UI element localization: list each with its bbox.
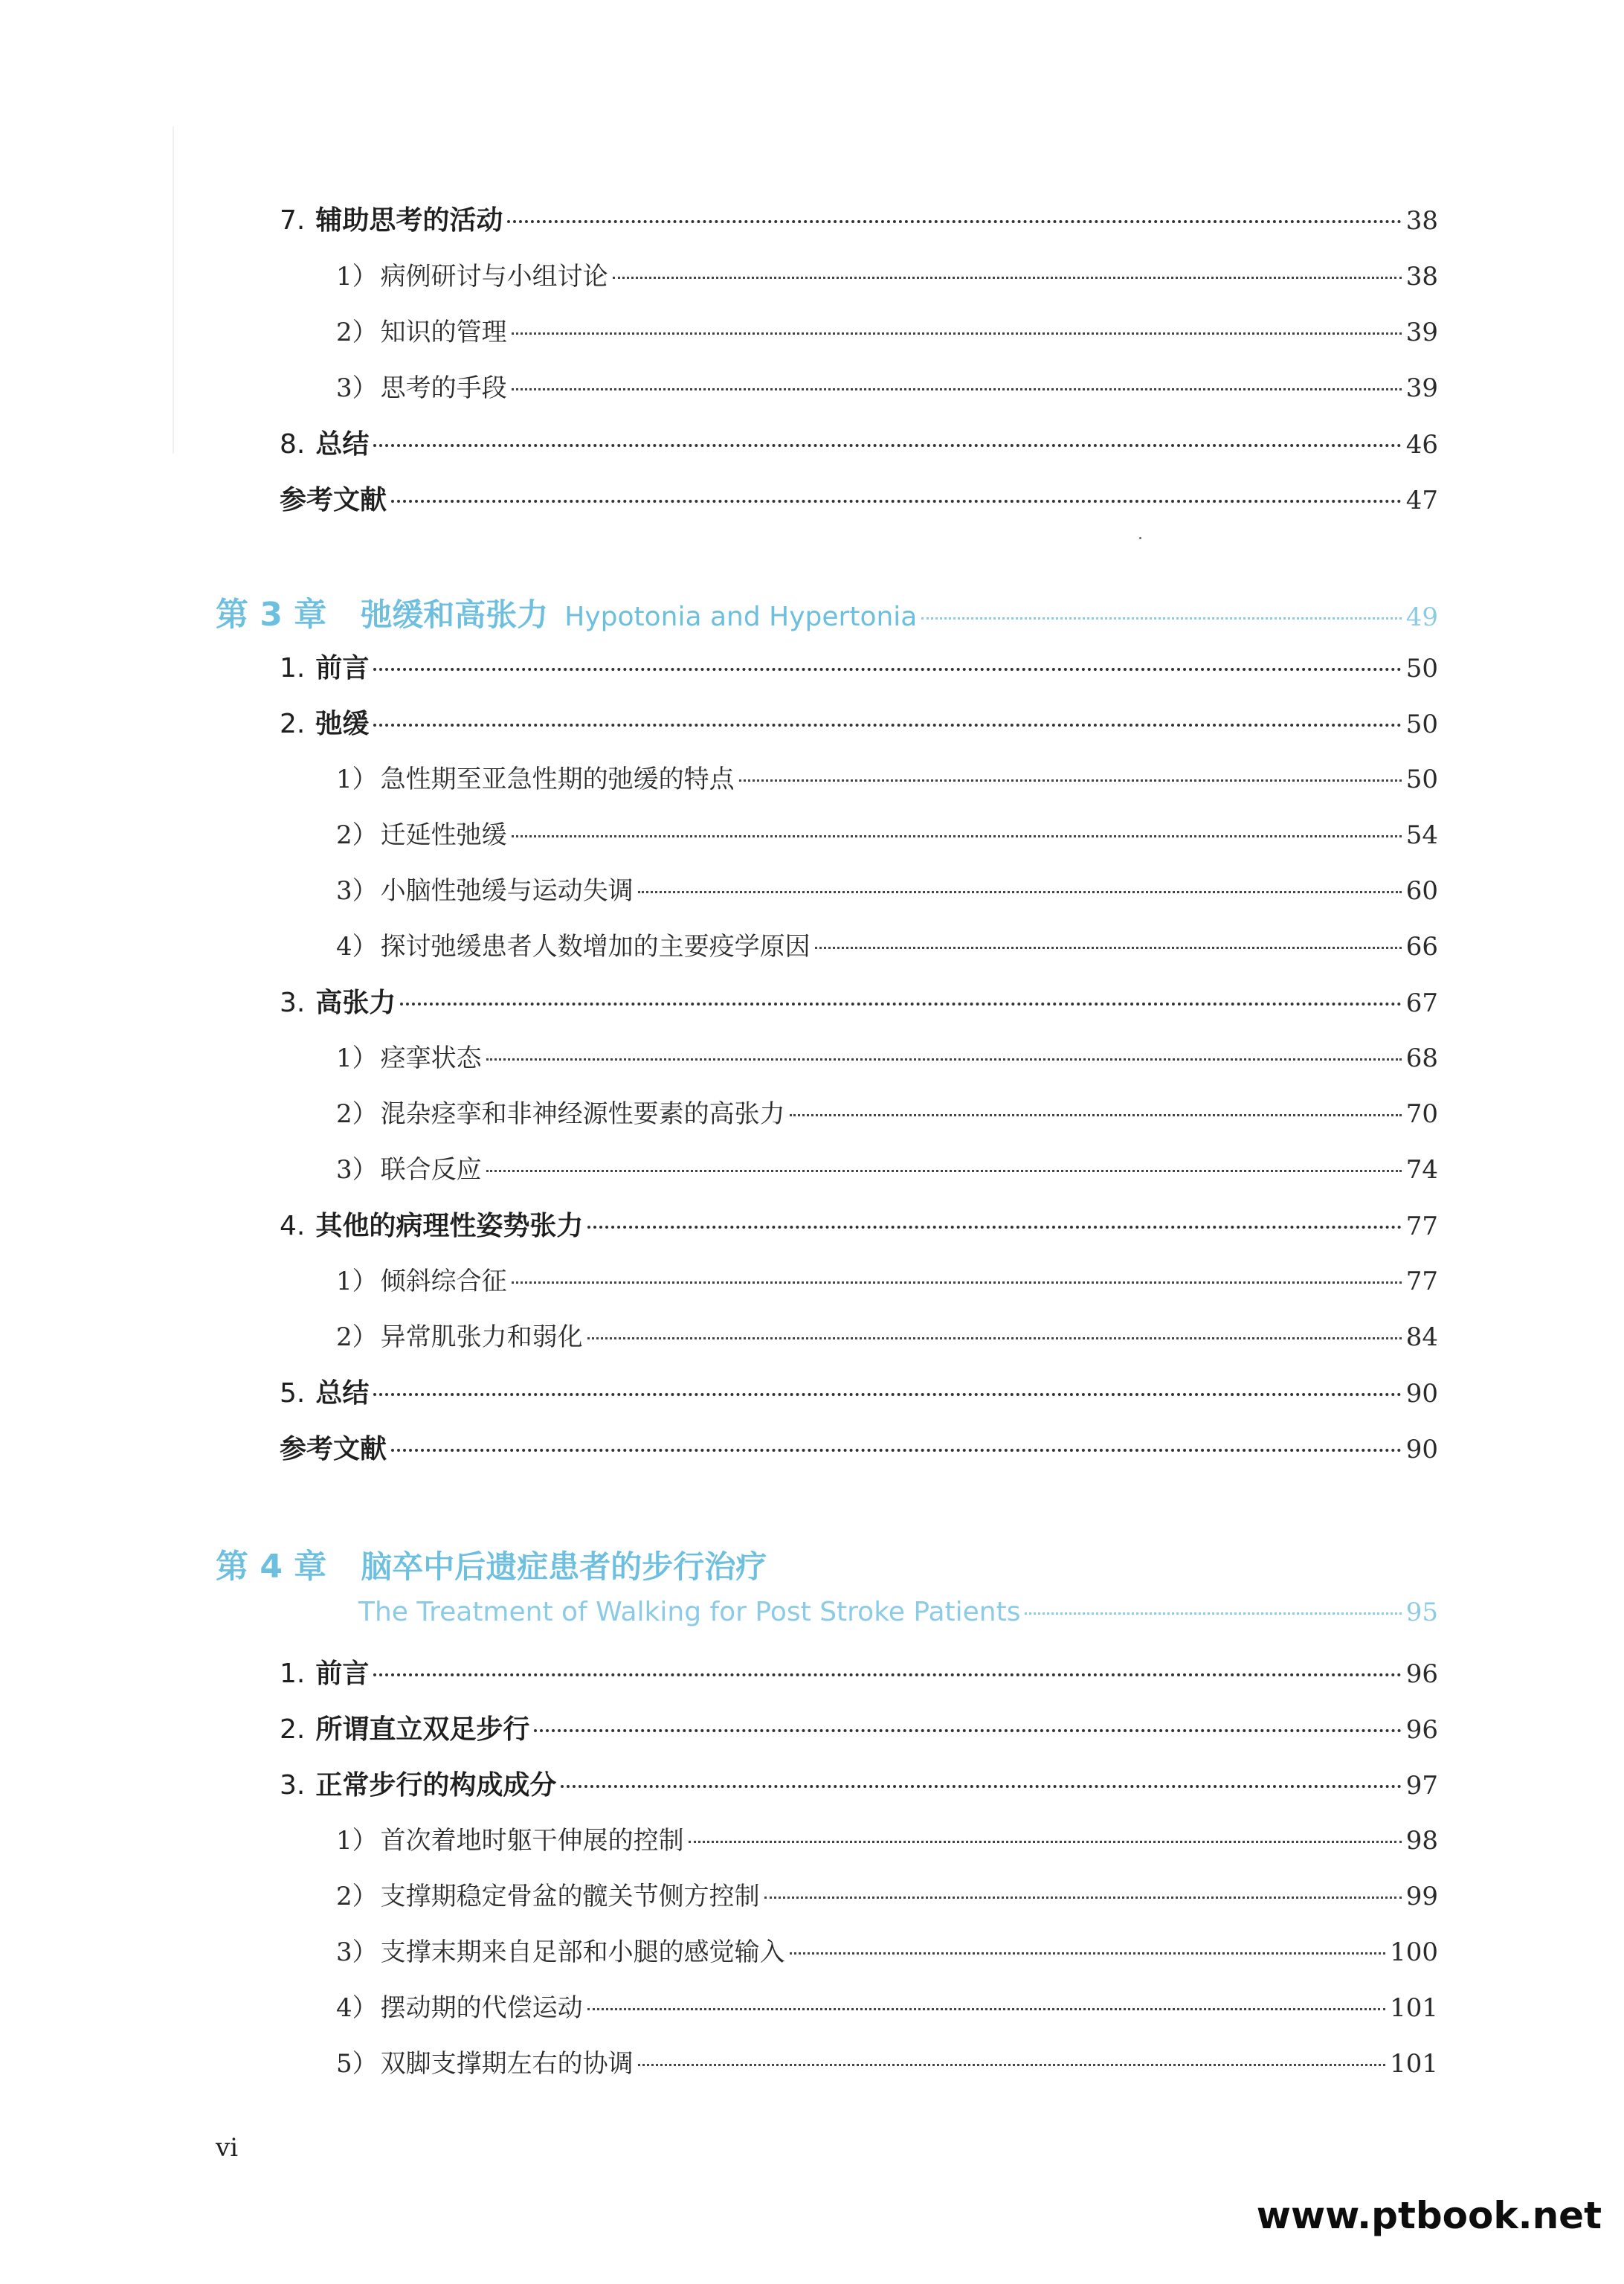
chapter-title: 弛缓和高张力: [361, 596, 549, 633]
dot-leader: [739, 779, 1402, 782]
toc-subentry[interactable]: [336, 1038, 1438, 1074]
entry-page: 101: [1390, 2049, 1438, 2079]
toc-entry[interactable]: [280, 1428, 1438, 1466]
entry-title: 辅助思考的活动: [315, 205, 503, 236]
entry-number: 1.: [280, 653, 306, 683]
entry-number: 5.: [280, 1378, 306, 1409]
chapter-page: 49: [1405, 602, 1438, 632]
entry-number: 2）: [336, 318, 378, 347]
entry-page: 99: [1405, 1882, 1438, 1911]
entry-page: 38: [1405, 262, 1438, 292]
entry-page: 50: [1405, 654, 1438, 683]
entry-page: 97: [1405, 1771, 1438, 1801]
dot-leader: [373, 724, 1401, 727]
chapter-number: 第 3 章: [216, 596, 327, 634]
toc-subentry[interactable]: [336, 870, 1438, 907]
toc-subentry[interactable]: [336, 759, 1438, 795]
entry-title: 痉挛状态: [380, 1043, 482, 1073]
entry-number: 7.: [280, 205, 306, 236]
toc-subentry[interactable]: [336, 1931, 1438, 1968]
entry-number: 3）: [336, 373, 378, 403]
chapter-4-heading[interactable]: [216, 1540, 1438, 1587]
entry-number: 2）: [336, 1882, 378, 1911]
toc-entry[interactable]: [280, 1372, 1438, 1410]
entry-page: 100: [1390, 1937, 1438, 1967]
entry-title: 双脚支撑期左右的协调: [380, 2049, 634, 2079]
dot-leader: [561, 1785, 1401, 1788]
entry-page: 90: [1405, 1435, 1438, 1464]
entry-page: 68: [1405, 1043, 1438, 1073]
entry-title: 高张力: [315, 988, 396, 1018]
dot-leader: [486, 1058, 1402, 1061]
dot-leader: [638, 891, 1402, 893]
toc-entry[interactable]: [280, 647, 1438, 685]
entry-title: 小脑性弛缓与运动失调: [380, 876, 634, 906]
entry-page: 84: [1405, 1322, 1438, 1352]
toc-subentry[interactable]: [336, 1261, 1438, 1297]
entry-page: 47: [1405, 486, 1438, 515]
entry-page: 39: [1405, 373, 1438, 403]
entry-page: 70: [1405, 1099, 1438, 1129]
entry-number: 3）: [336, 1155, 378, 1185]
toc-subentry[interactable]: [336, 1876, 1438, 1912]
toc-subentry[interactable]: [336, 256, 1438, 292]
entry-number: 2）: [336, 1099, 378, 1129]
entry-page: 50: [1405, 765, 1438, 794]
dot-leader: [391, 500, 1402, 503]
entry-title: 异常肌张力和弱化: [380, 1322, 583, 1352]
entry-number: 2）: [336, 1322, 378, 1352]
entry-number: 5）: [336, 2049, 378, 2079]
toc-subentry[interactable]: [336, 1820, 1438, 1856]
toc-entry[interactable]: [280, 982, 1438, 1020]
dot-leader: [512, 1281, 1402, 1284]
entry-number: 1）: [336, 262, 378, 292]
dot-leader: [373, 1393, 1401, 1396]
dot-leader: [638, 2064, 1385, 2066]
entry-title: 探讨弛缓患者人数增加的主要疫学原因: [380, 932, 811, 962]
toc-subentry[interactable]: [336, 367, 1438, 404]
toc-subentry[interactable]: [336, 1316, 1438, 1353]
entry-page: 77: [1405, 1267, 1438, 1296]
entry-title: 前言: [315, 653, 370, 683]
entry-number: 4）: [336, 932, 378, 962]
entry-page: 90: [1405, 1379, 1438, 1409]
chapter-page: 95: [1405, 1598, 1438, 1627]
dot-leader: [400, 1003, 1401, 1006]
toc-subentry[interactable]: [336, 1987, 1438, 2024]
entry-number: 2.: [280, 709, 306, 739]
entry-page: 50: [1405, 710, 1438, 739]
entry-title: 参考文献: [280, 1434, 387, 1464]
entry-title: 倾斜综合征: [380, 1267, 507, 1296]
dot-leader: [613, 277, 1402, 279]
entry-page: 67: [1405, 988, 1438, 1018]
entry-title: 弛缓: [315, 709, 370, 739]
toc-entry[interactable]: [280, 423, 1438, 461]
entry-number: 3.: [280, 988, 306, 1018]
entry-title: 急性期至亚急性期的弛缓的特点: [380, 765, 735, 794]
dot-leader: [921, 617, 1401, 620]
dot-leader: [587, 2008, 1385, 2010]
entry-number: 1.: [280, 1659, 306, 1689]
chapter-subtitle: Hypotonia and Hypertonia: [564, 602, 918, 632]
entry-title: 首次着地时躯干伸展的控制: [380, 1826, 684, 1856]
watermark-url: www.ptbook.net: [1256, 2194, 1602, 2237]
entry-page: 96: [1405, 1659, 1438, 1689]
dot-leader: [373, 444, 1401, 447]
entry-number: 2.: [280, 1714, 306, 1745]
entry-number: 3.: [280, 1770, 306, 1801]
dot-leader: [587, 1337, 1402, 1339]
entry-title: 病例研讨与小组讨论: [380, 262, 608, 292]
entry-number: 2）: [336, 820, 378, 850]
chapter-4-subtitle-line[interactable]: [358, 1597, 1438, 1627]
entry-number: 1）: [336, 1267, 378, 1296]
entry-title: 知识的管理: [380, 318, 507, 347]
entry-page: 60: [1405, 876, 1438, 906]
entry-title: 总结: [315, 429, 370, 460]
entry-page: 38: [1405, 206, 1438, 236]
toc-subentry[interactable]: [336, 1149, 1438, 1186]
toc-subentry[interactable]: [336, 814, 1438, 851]
chapter-subtitle: The Treatment of Walking for Post Stroke Patients: [358, 1597, 1021, 1627]
dot-leader: [790, 1114, 1402, 1116]
entry-title: 摆动期的代偿运动: [380, 1993, 583, 2023]
toc-subentry[interactable]: [336, 926, 1438, 962]
entry-number: 4.: [280, 1211, 306, 1241]
entry-page: 66: [1405, 932, 1438, 962]
dot-leader: [587, 1226, 1401, 1229]
toc-subentry[interactable]: [336, 312, 1438, 348]
entry-page: 101: [1390, 1993, 1438, 2023]
entry-title: 支撑期稳定骨盆的髋关节侧方控制: [380, 1882, 760, 1911]
dot-leader: [815, 947, 1402, 949]
toc-entry[interactable]: [280, 1205, 1438, 1243]
entry-title: 正常步行的构成成分: [315, 1770, 557, 1801]
entry-page: 39: [1405, 318, 1438, 347]
entry-title: 总结: [315, 1378, 370, 1409]
dot-leader: [373, 668, 1401, 671]
entry-title: 前言: [315, 1659, 370, 1689]
entry-title: 支撑末期来自足部和小腿的感觉输入: [380, 1937, 785, 1967]
entry-number: 3）: [336, 1937, 378, 1967]
toc-entry[interactable]: [280, 1708, 1438, 1746]
entry-number: 1）: [336, 1043, 378, 1073]
entry-page: 96: [1405, 1715, 1438, 1745]
entry-title: 所谓直立双足步行: [315, 1714, 530, 1745]
chapter-number: 第 4 章: [216, 1548, 327, 1586]
toc-subentry[interactable]: [336, 1093, 1438, 1130]
entry-title: 思考的手段: [380, 373, 507, 403]
entry-number: 1）: [336, 765, 378, 794]
toc-entry[interactable]: [280, 1653, 1438, 1691]
toc-entry[interactable]: [280, 703, 1438, 741]
entry-title: 混杂痉挛和非神经源性要素的高张力: [380, 1099, 785, 1129]
chapter-3-heading[interactable]: [216, 588, 1438, 635]
page-number: vi: [216, 2133, 239, 2163]
entry-title: 参考文献: [280, 485, 387, 515]
dot-leader: [507, 220, 1401, 223]
dot-leader: [764, 1897, 1402, 1899]
entry-title: 其他的病理性姿势张力: [315, 1211, 584, 1241]
entry-page: 54: [1405, 820, 1438, 850]
dot-leader: [512, 332, 1402, 335]
toc-entry[interactable]: [280, 1764, 1438, 1802]
dot-leader: [689, 1841, 1402, 1843]
dot-leader: [512, 388, 1402, 390]
entry-number: 8.: [280, 429, 306, 460]
entry-page: 46: [1405, 430, 1438, 460]
entry-page: 98: [1405, 1826, 1438, 1856]
entry-number: 1）: [336, 1826, 378, 1856]
dot-leader: [1025, 1612, 1401, 1615]
entry-number: 4）: [336, 1993, 378, 2023]
toc-subentry[interactable]: [336, 2043, 1438, 2079]
dot-leader: [391, 1449, 1402, 1452]
dot-leader: [512, 835, 1402, 837]
entry-title: 联合反应: [380, 1155, 482, 1185]
chapter-title: 脑卒中后遗症患者的步行治疗: [361, 1548, 767, 1585]
entry-number: 3）: [336, 876, 378, 906]
scan-speck: [1139, 537, 1141, 539]
dot-leader: [534, 1729, 1401, 1732]
entry-page: 77: [1405, 1212, 1438, 1241]
entry-page: 74: [1405, 1155, 1438, 1185]
toc-entry[interactable]: [280, 479, 1438, 517]
dot-leader: [486, 1170, 1402, 1172]
toc-entry[interactable]: [280, 199, 1438, 237]
dot-leader: [790, 1952, 1385, 1955]
entry-title: 迁延性弛缓: [380, 820, 507, 850]
dot-leader: [373, 1673, 1401, 1676]
